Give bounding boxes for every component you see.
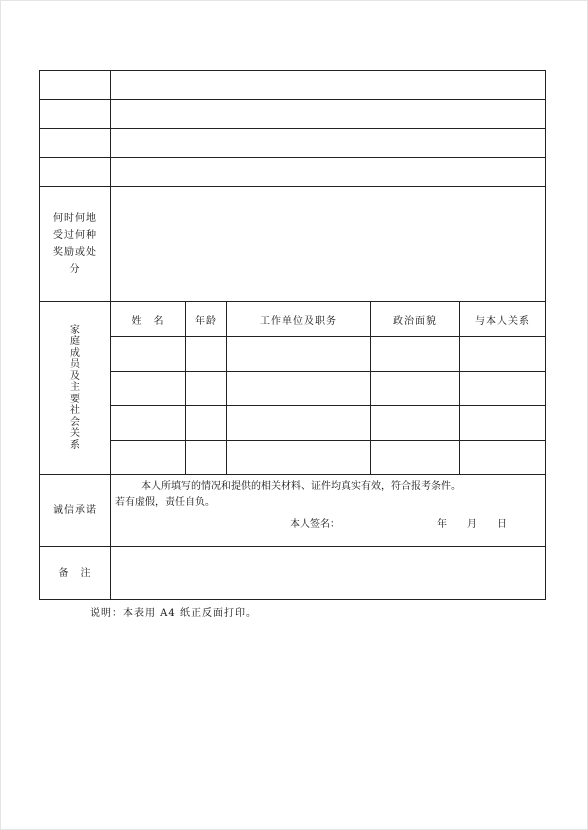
family-header-row <box>40 302 546 337</box>
awards-label-text: 何时何地受过何种奖励或处分 <box>53 213 97 275</box>
blank-input-cell[interactable] <box>111 71 546 100</box>
blank-input-cell[interactable] <box>111 158 546 187</box>
pledge-line-1: 本人所填写的情况和提供的相关材料、证件均真实有效，符合报考条件。 <box>141 481 461 492</box>
family-cell[interactable] <box>371 337 460 372</box>
awards-label <box>40 187 111 302</box>
family-header-political-status: 政治面貌 <box>371 302 460 337</box>
blank-label-cell <box>40 100 111 129</box>
family-row <box>40 372 546 406</box>
blank-row-4 <box>40 158 546 187</box>
awards-row <box>40 187 546 302</box>
family-row <box>40 441 546 475</box>
integrity-label: 诚信承诺 <box>40 475 111 547</box>
family-cell[interactable] <box>371 372 460 406</box>
signature-line <box>115 517 539 533</box>
blank-row-1 <box>40 71 546 100</box>
family-row <box>40 337 546 372</box>
family-cell[interactable] <box>371 441 460 475</box>
blank-label-cell <box>40 129 111 158</box>
family-header-employer: 工作单位及职务 <box>227 302 371 337</box>
family-cell[interactable] <box>460 406 546 441</box>
family-cell[interactable] <box>460 372 546 406</box>
remarks-row <box>40 547 546 600</box>
remarks-input[interactable] <box>111 547 546 600</box>
family-cell[interactable] <box>111 372 186 406</box>
family-cell[interactable] <box>371 406 460 441</box>
date-month-label: 月 <box>467 519 477 530</box>
family-cell[interactable] <box>186 441 227 475</box>
date-year-label: 年 <box>437 519 447 530</box>
family-header-relationship: 与本人关系 <box>460 302 546 337</box>
family-cell[interactable] <box>227 372 371 406</box>
integrity-pledge <box>111 475 546 547</box>
integrity-row <box>40 475 546 547</box>
blank-row-2 <box>40 100 546 129</box>
print-note: 说明：本表用 A4 纸正反面打印。 <box>90 608 257 619</box>
family-cell[interactable] <box>186 337 227 372</box>
blank-row-3 <box>40 129 546 158</box>
family-cell[interactable] <box>227 337 371 372</box>
family-cell[interactable] <box>460 441 546 475</box>
blank-input-cell[interactable] <box>111 129 546 158</box>
family-cell[interactable] <box>186 372 227 406</box>
blank-input-cell[interactable] <box>111 100 546 129</box>
signature-label: 本人签名： <box>290 519 340 530</box>
date-day-label: 日 <box>497 519 507 530</box>
family-cell[interactable] <box>111 406 186 441</box>
blank-label-cell <box>40 158 111 187</box>
family-header-name: 姓 名 <box>111 302 186 337</box>
family-cell[interactable] <box>227 441 371 475</box>
family-row <box>40 406 546 441</box>
pledge-line-2: 若有虚假，责任自负。 <box>115 497 215 508</box>
remarks-label: 备 注 <box>40 547 111 600</box>
family-cell[interactable] <box>111 441 186 475</box>
family-cell[interactable] <box>111 337 186 372</box>
registration-form-table <box>39 70 546 600</box>
family-cell[interactable] <box>227 406 371 441</box>
family-label: 家 庭 成 员 及 主 要 社 会 关 系 <box>40 302 111 475</box>
family-cell[interactable] <box>460 337 546 372</box>
family-header-age: 年龄 <box>186 302 227 337</box>
blank-label-cell <box>40 71 111 100</box>
family-cell[interactable] <box>186 406 227 441</box>
awards-input[interactable] <box>111 187 546 302</box>
